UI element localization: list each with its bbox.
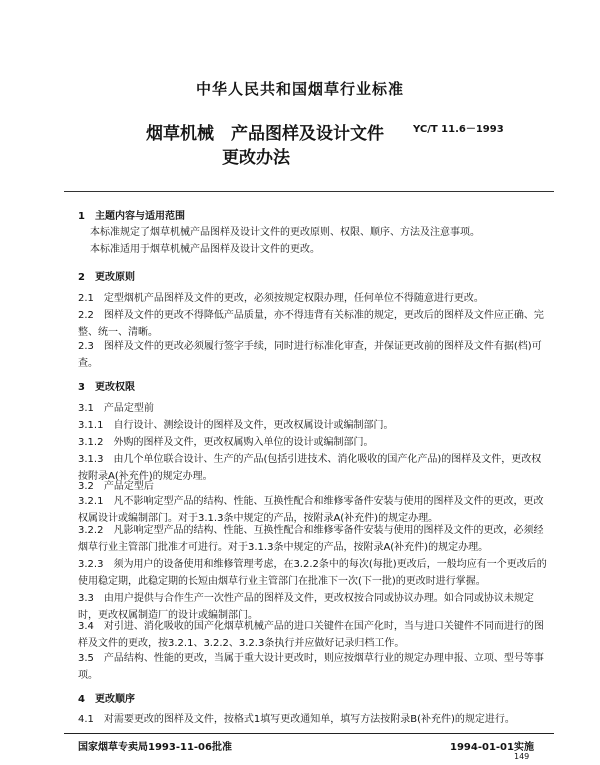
standard-code: YC/T 11.6－1993 [413,124,504,135]
clause-2-1: 2.1 定型烟机产品图样及文件的更改，必须按规定权限办理，任何单位不得随意进行更改。 [78,293,484,304]
section-3-heading: 3 更改权限 [78,382,135,393]
document-title-line2: 更改办法 [222,148,290,168]
clause-3-2-2: 3.2.2 凡影响定型产品的结构、性能、互换性配合和维修零备件安装与使用的图样及文件的更改，必须经烟草行业主管部门批准才可进行。对于3.1.3条中规定的产品，按附录A(补充件)的规定办理。 [78,525,544,553]
document-title-line1: 烟草机械 产品图样及设计文件 [146,124,384,144]
section-4-heading: 4 更改顺序 [78,694,135,705]
clause-3-2-1: 3.2.1 凡不影响定型产品的结构、性能、互换性配合和维修零备件安装与使用的图样及文件的更改，更改权属设计或编制部门。对于3.1.3条中规定的产品，按附录A(补充件)的规定办理。 [78,496,544,524]
clause-3-1-3: 3.1.3 由几个单位联合设计、生产的产品(包括引进技术、消化吸收的国产化产品)的图样及文件，更改权按附录A(补充件)的规定办理。 [78,454,542,482]
clause-2-2: 2.2 图样及文件的更改不得降低产品质量，亦不得违背有关标准的规定，更改后的图样及文件应正确、完整、统一、清晰。 [78,310,544,338]
clause-3-4: 3.4 对引进、消化吸收的国产化烟草机械产品的进口关键件在国产化时，当与进口关键件不同而进行的图样及文件的更改，按3.2.1、3.2.2、3.2.3条执行并应做好记录归档工作。 [78,621,544,649]
page-number: 149 [514,752,530,761]
clause-2-3: 2.3 图样及文件的更改必须履行签字手续，同时进行标准化审查，并保证更改前的图样及文件有据(档)可查。 [78,341,542,369]
section-2-heading: 2 更改原则 [78,272,135,283]
approval-note: 国家烟草专卖局1993-11-06批准 [78,742,232,753]
clause-3-5: 3.5 产品结构、性能的更改，当属于重大设计更改时，则应按烟草行业的规定办理申报、立项、型号等事项。 [78,653,544,681]
implementation-date: 1994-01-01实施 [450,742,534,753]
section-1-heading: 1 主题内容与适用范围 [78,211,185,222]
clause-3-2: 3.2 产品定型后 [78,481,154,492]
clause-3-1-1: 3.1.1 自行设计、测绘设计的图样及文件，更改权属设计或编制部门。 [78,420,394,431]
clause-3-2-3: 3.2.3 须为用户的设备使用和维修管理考虑，在3.2.2条中的每次(每批)更改后，一般均应有一个更改后的使用稳定期，此稳定期的长短由烟草行业主管部门在批准下一次(下一批)的更改时进行掌握。 [78,559,547,587]
clause-3-3: 3.3 由用户提供与合作生产一次性产品的图样及文件，更改权按合同或协议办理。如合同或协议未规定时，更改权属制造厂的设计或编制部门。 [78,593,534,621]
clause-3-1: 3.1 产品定型前 [78,403,154,414]
top-divider [64,191,554,192]
bottom-divider [64,733,554,734]
standard-org-title: 中华人民共和国烟草行业标准 [195,80,404,98]
section-1-paragraph-1: 本标准规定了烟草机械产品图样及设计文件的更改原则、权限、顺序、方法及注意事项。 [90,227,480,238]
section-1-paragraph-2: 本标准适用于烟草机械产品图样及设计文件的更改。 [90,244,320,255]
clause-4-1: 4.1 对需要更改的图样及文件，按格式1填写更改通知单，填写方法按附录B(补充件)的规定进行。 [78,714,515,725]
clause-3-1-2: 3.1.2 外购的图样及文件，更改权属购入单位的设计或编制部门。 [78,437,374,448]
